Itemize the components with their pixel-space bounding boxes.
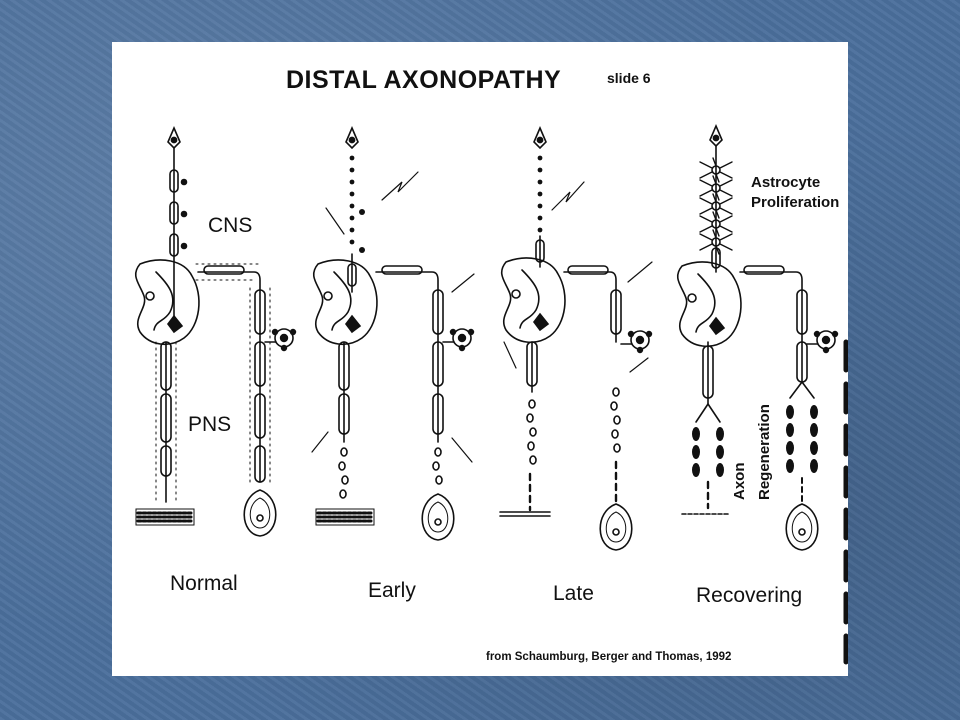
stage-label-late: Late [553, 582, 594, 605]
panel-normal [136, 128, 296, 536]
stage-label-early: Early [368, 579, 416, 602]
pns-label: PNS [188, 413, 232, 436]
diagram-title: DISTAL AXONOPATHY [286, 66, 562, 94]
axon-label: Axon [731, 462, 748, 500]
cns-label: CNS [208, 214, 253, 237]
slide-panel [112, 42, 848, 676]
stage-label-recovering: Recovering [696, 584, 803, 607]
astrocyte-label [751, 173, 839, 213]
astrocyte-line2: Proliferation [751, 194, 840, 211]
panel-early [312, 128, 474, 540]
stage-label-normal: Normal [170, 572, 238, 595]
slide-label: slide 6 [607, 70, 651, 86]
source-credit: from Schaumburg, Berger and Thomas, 1992 [486, 651, 732, 663]
regeneration-label: Regeneration [756, 404, 773, 500]
panel-late [500, 128, 652, 550]
astrocyte-line1: Astrocyte [751, 174, 821, 191]
